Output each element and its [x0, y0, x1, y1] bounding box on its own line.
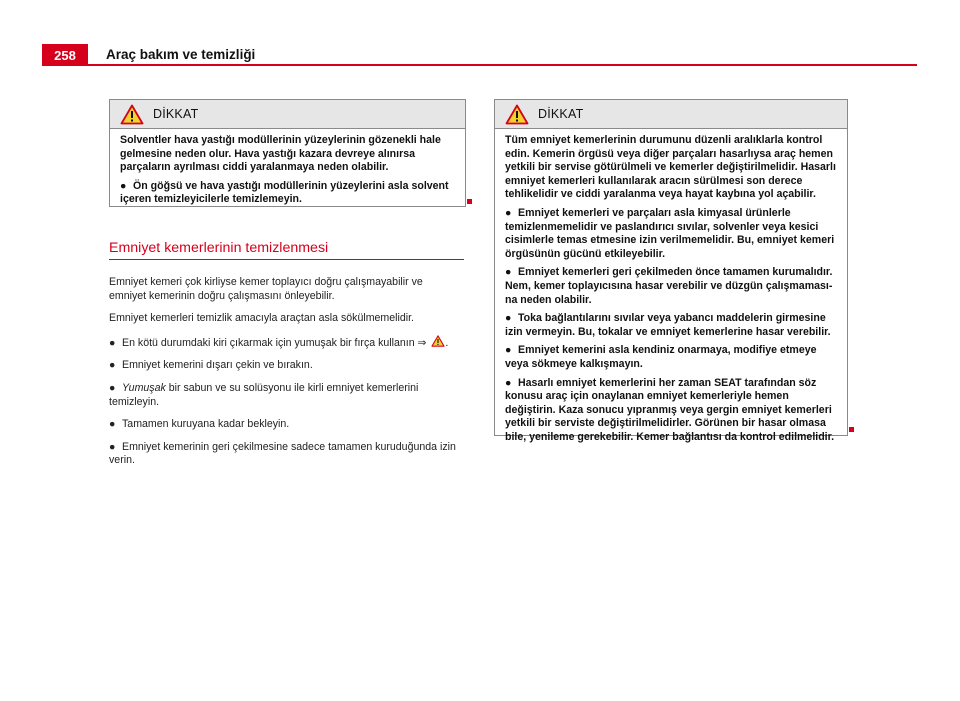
- bullet-glyph: ●: [109, 336, 116, 349]
- list-item: [109, 441, 461, 468]
- warning-triangle-icon[interactable]: [431, 335, 445, 347]
- warning-bullet-text: Emniyet kemerleri geri çekilmeden önce tamamen kurumalıdır. Nem, kemer toplayıcısına hasar verebilir ve düzgün çalışmaması-na neden olabilir.: [505, 266, 833, 306]
- list-item: [109, 418, 461, 432]
- intro-paragraph: Emniyet kemeri çok kirliyse kemer toplayıcı doğru çalışmayabilir ve emniyet kemerinin doğru çalışmasını önleyebilir.: [109, 276, 423, 302]
- list-item-text: En kötü durumdaki kiri çıkarmak için yumuşak bir fırça kullanın ⇒: [122, 336, 427, 349]
- warning-title: DİKKAT: [153, 107, 199, 121]
- bullet-glyph: ●: [120, 179, 127, 192]
- note-paragraph: Emniyet kemerleri temizlik amacıyla araçtan asla sökülmemelidir.: [109, 312, 414, 325]
- warning-paragraph: Tüm emniyet kemerlerinin durumunu düzenli aralıklarla kontrol edin. Kemerin örgüsü veya diğer parçaları hasarlıysa araç hemen yetkili bir servise götürülmeli ve kemerler değiştirilmelidir. Hasarlı emniyet kemerleri kullanılarak aracın sürülmesi son derece tehlikelidir ve ciddi yaralanma veya hayat kaybına yol açabilir.: [505, 134, 836, 201]
- page-title: Araç bakım ve temizliği: [106, 47, 256, 62]
- warning-bullet-text: Emniyet kemerleri ve parçaları asla kimyasal ürünlerle temizlenmemelidir ve paslandırıcı sıvılar, solvenler veya kesici cisimlerle temas etmesine izin verilmemelidir. Bu, emniyet kemeri örgüsünün gücünü etkileyebilir.: [505, 206, 835, 260]
- warning-bullet-text: Hasarlı emniyet kemerlerini her zaman SEAT tarafından söz konusu araç için onaylanan emniyet kemerleriyle hemen değiştirin. Kaza sonucu yıpranmış veya gergin emniyet kemerleri yetkili bir serviste değiştirilmelidirler. Görünen bir hasar olmasa bile, yenileme gerekebilir. Kemer bağlantısı da kontrol edilmelidir.: [505, 376, 835, 443]
- warning-body: [495, 129, 847, 448]
- list-item: [109, 335, 461, 351]
- bullet-glyph: ●: [109, 381, 116, 394]
- bullet-glyph: ●: [505, 376, 512, 389]
- warning-box-right: [494, 99, 848, 443]
- bullet-glyph: ●: [109, 440, 116, 453]
- bullet-glyph: ●: [505, 206, 512, 219]
- bullet-glyph: ●: [505, 344, 512, 357]
- warning-bullet-text: Ön göğsü ve hava yastığı modüllerinin yüzeylerini asla solvent içeren temizleyicilerle temizlemeyin.: [120, 179, 449, 206]
- warning-bullet: [120, 180, 455, 207]
- warning-body: [110, 129, 465, 211]
- warning-box-left: [109, 99, 466, 207]
- warning-bullet: [505, 207, 837, 261]
- list-item-text: Emniyet kemerini dışarı çekin ve bırakın.: [122, 359, 313, 372]
- section-end-marker: [849, 427, 854, 432]
- warning-triangle-icon: [120, 104, 144, 125]
- section-rule: [109, 259, 464, 260]
- bullet-glyph: ●: [505, 266, 512, 279]
- list-item-text: Emniyet kemerinin geri çekilmesine sadece tamamen kuruduğunda izin verin.: [109, 440, 456, 467]
- warning-bullet: [505, 344, 837, 371]
- warning-bullet-text: Emniyet kemerini asla kendiniz onarmaya, modifiye etmeye veya sökmeye kalkışmayın.: [505, 344, 817, 370]
- warning-bullet: [505, 266, 837, 307]
- bullet-glyph: ●: [109, 359, 116, 372]
- section-title: Emniyet kemerlerinin temizlenmesi: [109, 240, 329, 256]
- header-rule: [42, 64, 917, 66]
- warning-triangle-icon: [505, 104, 529, 125]
- section-body: [109, 276, 461, 477]
- warning-bullet: [505, 312, 837, 339]
- list-item-text: bir sabun ve su solüsyonu ile kirli emniyet kemerlerini temizleyin.: [109, 381, 419, 408]
- bullet-glyph: ●: [109, 418, 116, 431]
- section-end-marker: [467, 199, 472, 204]
- list-item: [109, 382, 461, 409]
- warning-header: [110, 100, 465, 129]
- bullet-glyph: ●: [505, 312, 512, 325]
- warning-header: [495, 100, 847, 129]
- list-item: [109, 359, 461, 373]
- page-number: 258: [42, 44, 88, 66]
- warning-paragraph: Solventler hava yastığı modüllerinin yüzeylerinin gözenekli hale gelmesine neden olur. Hava yastığı kazara devreye alınırsa parçaların ayrılması ciddi yaralanmaya neden olabilir.: [120, 134, 441, 174]
- list-item-emphasis: Yumuşak: [122, 381, 166, 394]
- warning-title: DİKKAT: [538, 107, 584, 121]
- warning-bullet-text: Toka bağlantılarını sıvılar veya yabancı maddelerin girmesine izin vermeyin. Bu, tokalar ve emniyet kemerlerine hasar verebilir.: [505, 312, 831, 338]
- list-item-text: Tamamen kuruyana kadar bekleyin.: [122, 418, 290, 431]
- warning-bullet: [505, 377, 837, 445]
- list-item-end: .: [445, 336, 449, 349]
